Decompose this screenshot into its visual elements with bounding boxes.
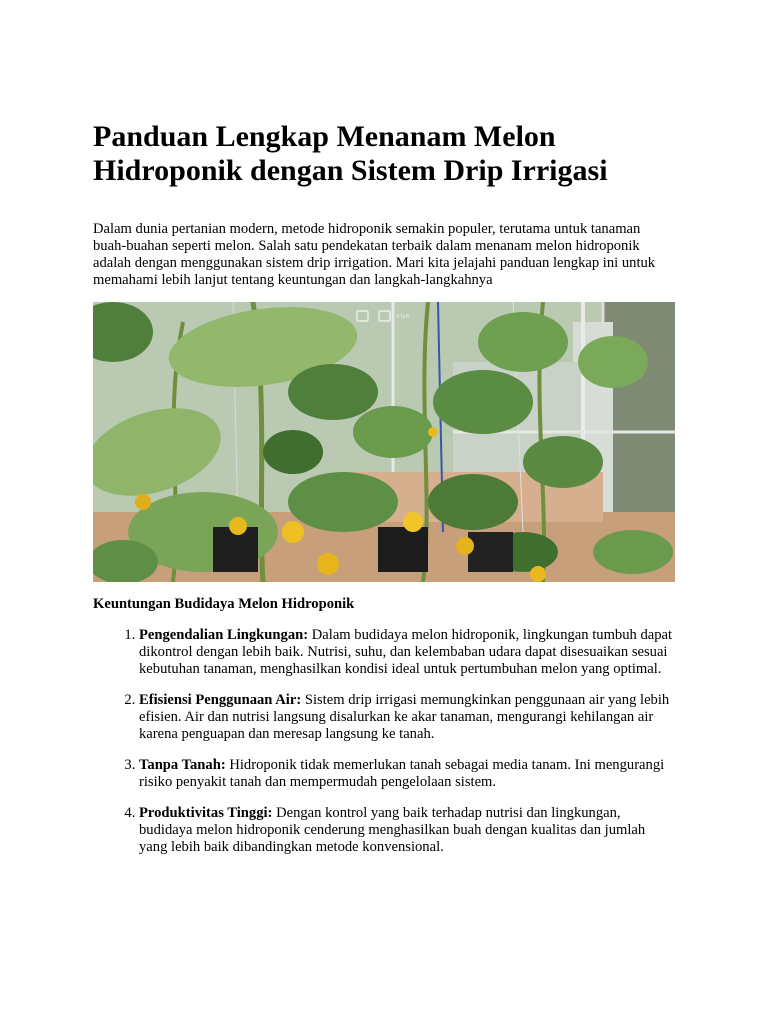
list-item-text: Dalam budidaya melon hidroponik, lingkungan tumbuh dapat dikontrol dengan lebih baik. Nutrisi, suhu, dan kelembaban udara dapat disesuaikan sesuai kebutuhan tanaman, menghasilkan kondisi ideal untuk pertumbuhan melon yang optimal. bbox=[139, 627, 673, 677]
melon-greenhouse-photo bbox=[93, 302, 675, 582]
article-title: Panduan Lengkap Menanam Melon Hidroponik dengan Sistem Drip Irrigasi bbox=[93, 120, 608, 187]
intro-paragraph: Dalam dunia pertanian modern, metode hidroponik semakin populer, terutama untuk tanaman buah-buahan seperti melon. Salah satu pendekatan terbaik dalam menanam melon hidroponik adalah dengan menggunakan sistem drip irrigation. Mari kita jelajahi panduan lengkap ini untuk memahami lebih lanjut tentang keuntungan dan langkah-langkahnya bbox=[93, 221, 656, 288]
list-item-text: Sistem drip irrigasi memungkinkan penggunaan air yang lebih efisien. Air dan nutrisi langsung disalurkan ke akar tanaman, mengurangi kehilangan air karena penguapan dan meresap langsung ke tanah. bbox=[139, 692, 670, 742]
list-item-term: Pengendalian Lingkungan: bbox=[139, 627, 309, 643]
list-item bbox=[139, 757, 677, 791]
list-item bbox=[139, 627, 677, 678]
photo-toolbar-label: FGX bbox=[397, 314, 410, 320]
list-item-text: Dengan kontrol yang baik terhadap nutrisi dan lingkungan, budidaya melon hidroponik cenderung menghasilkan buah dengan kualitas dan jumlah yang lebih baik dibandingkan metode konvensional. bbox=[139, 805, 646, 855]
benefits-heading: Keuntungan Budidaya Melon Hidroponik bbox=[93, 596, 355, 612]
list-item bbox=[139, 805, 677, 856]
list-item-term: Tanpa Tanah: bbox=[139, 757, 226, 773]
list-item-term: Efisiensi Penggunaan Air: bbox=[139, 692, 302, 708]
list-item-term: Produktivitas Tinggi: bbox=[139, 805, 273, 821]
list-item bbox=[139, 692, 677, 743]
benefits-list bbox=[93, 627, 677, 856]
list-item-text: Hidroponik tidak memerlukan tanah sebagai media tanam. Ini mengurangi risiko penyakit tanah dan mempermudah pengelolaan sistem. bbox=[139, 757, 665, 790]
document-page bbox=[93, 120, 677, 870]
